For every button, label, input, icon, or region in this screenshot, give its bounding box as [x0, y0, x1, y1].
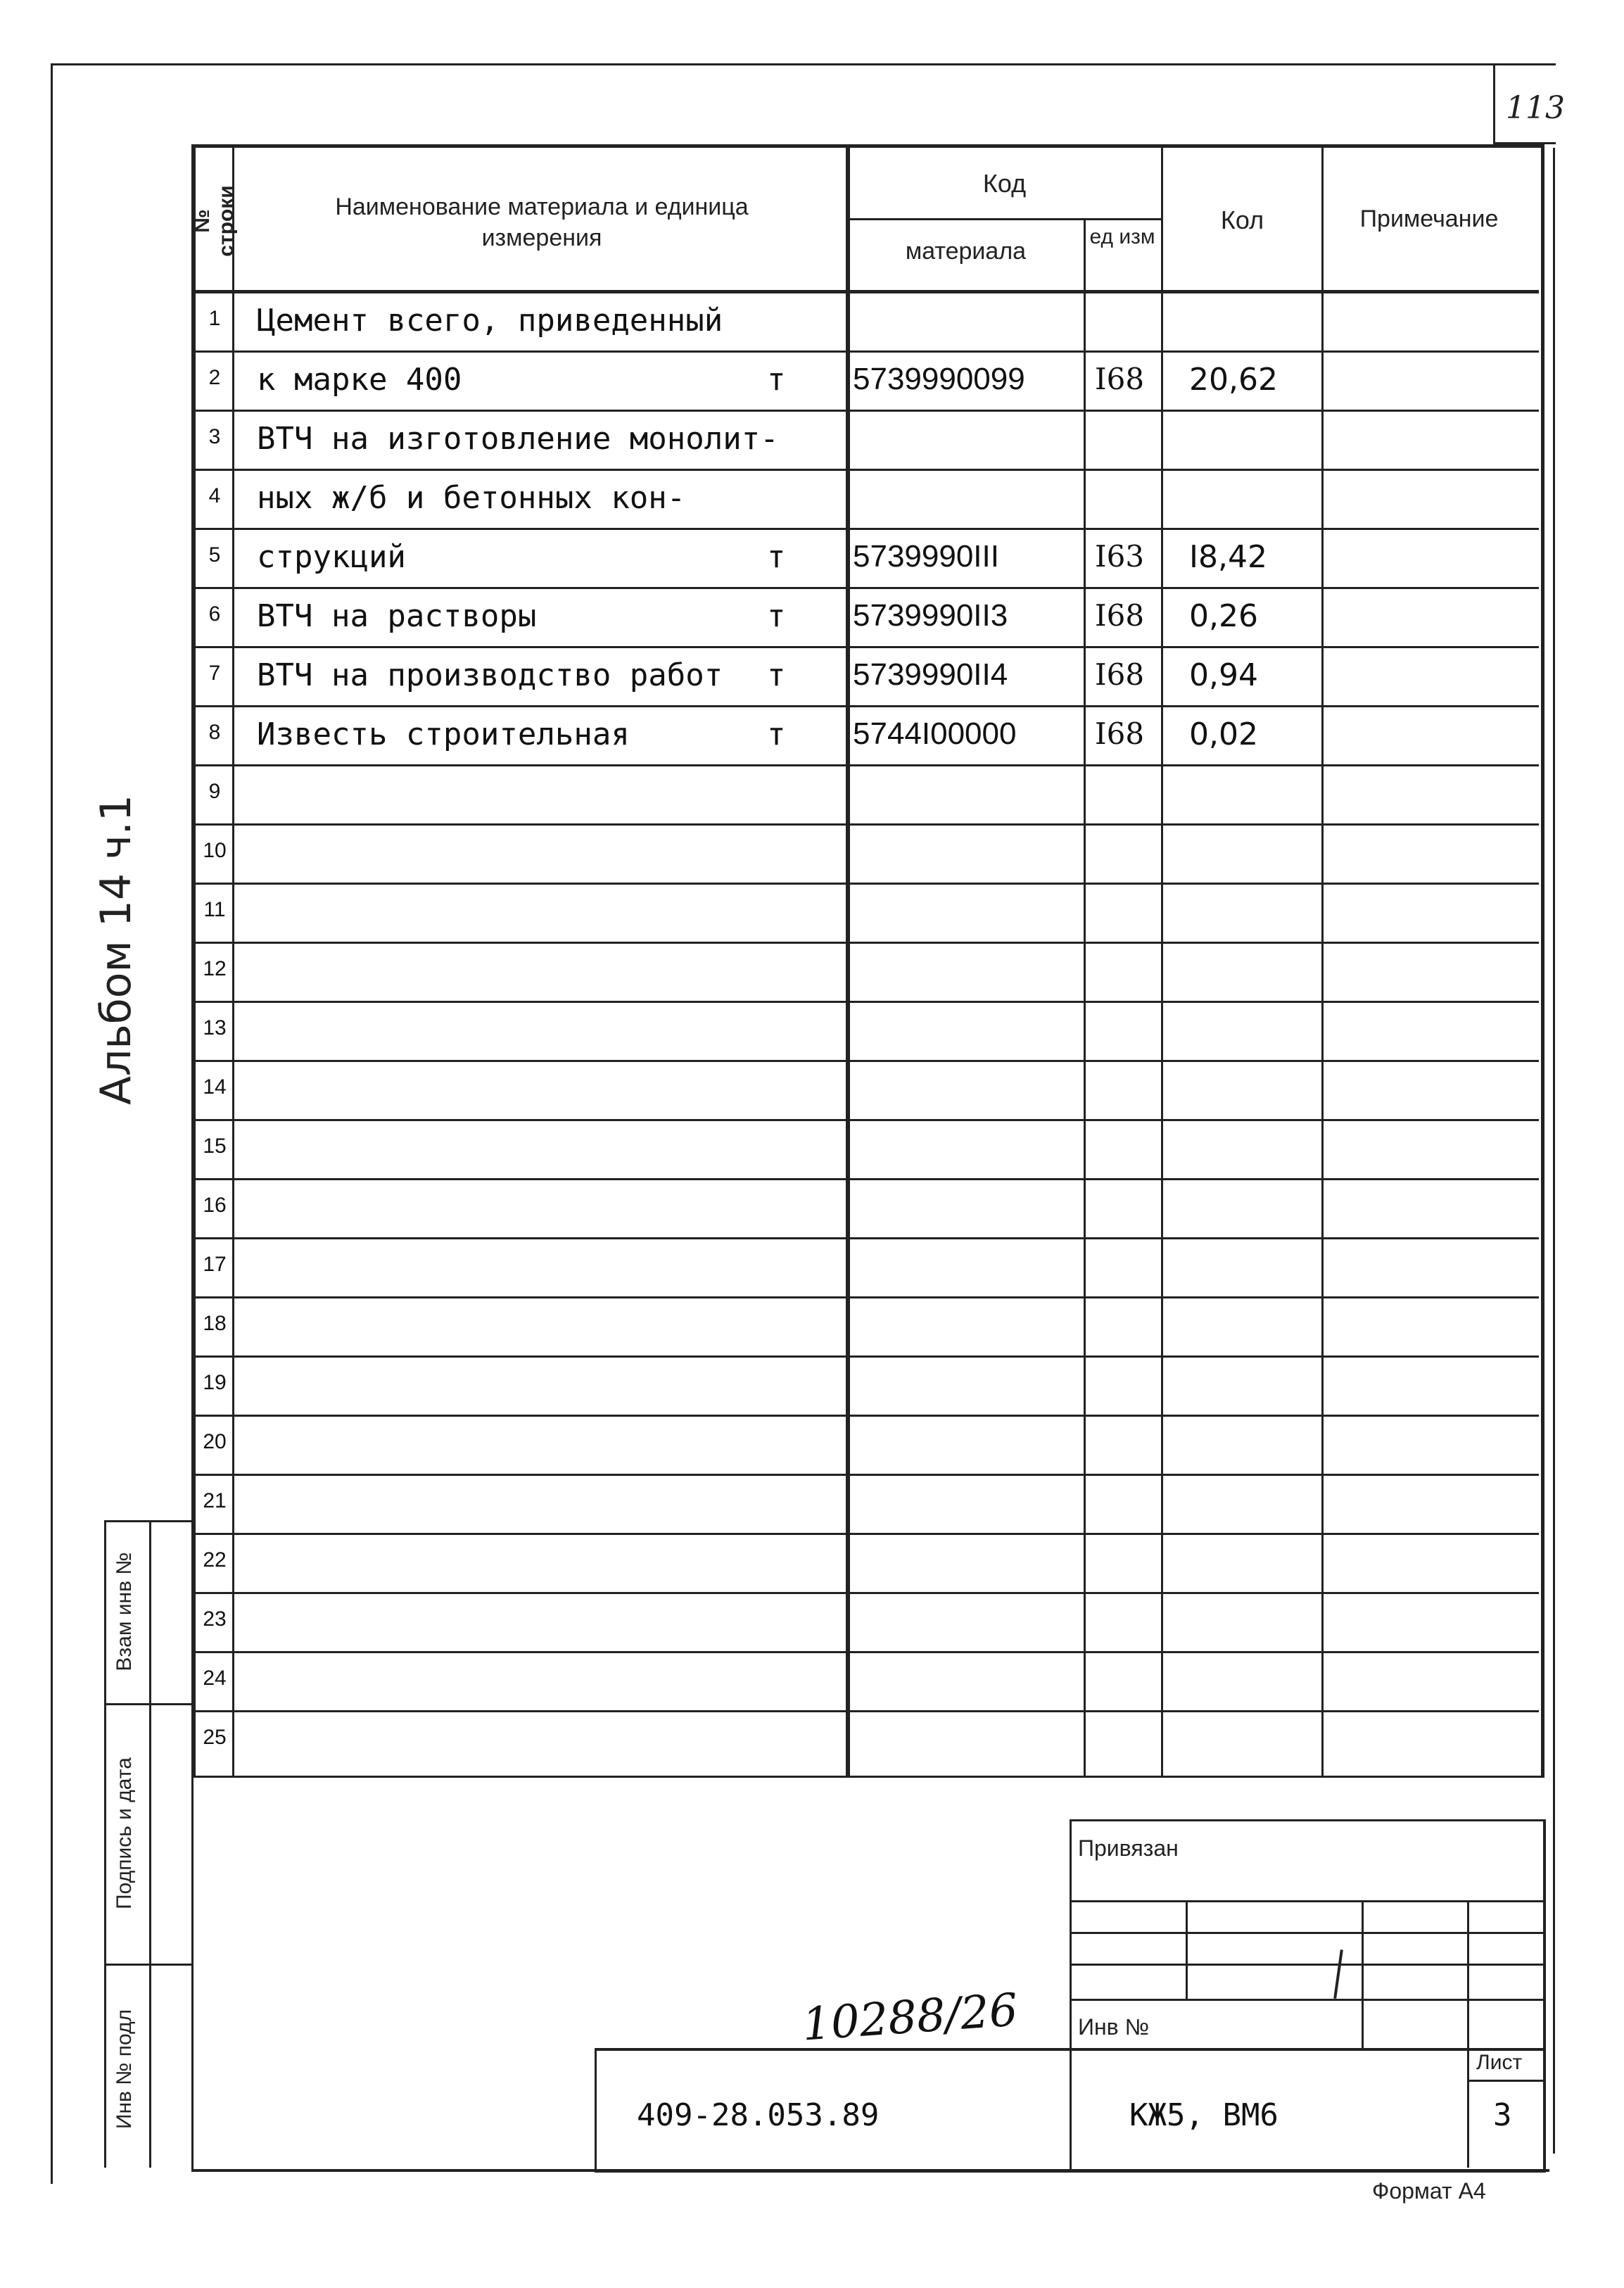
sheet-label: Лист: [1476, 2051, 1523, 2074]
row-divider: [194, 1237, 1539, 1239]
quantity: 0,02: [1189, 716, 1258, 752]
header-note: Примечание: [1359, 206, 1499, 232]
quantity: I8,42: [1189, 539, 1267, 575]
row-divider: [194, 823, 1539, 826]
side-stamp-top-line: [104, 1520, 191, 1522]
vzam-inv-label: Взам инв №: [113, 1552, 136, 1671]
header-sub-line: [846, 218, 1161, 220]
inv-podl-label: Инв № подл: [113, 2009, 136, 2130]
row-divider: [194, 942, 1539, 944]
quantity: 0,26: [1189, 598, 1258, 634]
tb-line-2: [1070, 1932, 1543, 1934]
tb-vline-1: [1186, 1900, 1188, 1999]
row-number: 3: [208, 425, 221, 448]
row-number: 11: [203, 898, 226, 921]
row-divider: [194, 528, 1539, 530]
page-frame-right: [1553, 148, 1555, 2154]
header-code-unit: ед изм: [1089, 225, 1155, 248]
row-divider: [194, 410, 1539, 412]
row-number: 17: [203, 1253, 227, 1276]
row-number: 14: [203, 1075, 227, 1099]
unit-code: I68: [1095, 657, 1145, 692]
row-number: 23: [203, 1607, 227, 1631]
tb-line-4: [1070, 1999, 1543, 2001]
page-number: 113: [1506, 90, 1565, 126]
header-code-group: Код: [982, 169, 1027, 198]
material-name: струкций: [257, 539, 406, 575]
row-divider: [194, 1710, 1539, 1712]
col-line-qty: [1161, 144, 1163, 1776]
tb-vline-2: [1362, 1900, 1364, 2048]
row-number: 15: [203, 1134, 227, 1158]
document-mark: КЖ5, ВМ6: [1129, 2097, 1279, 2133]
material-unit: т: [767, 598, 786, 634]
material-name: Известь строительная: [257, 716, 630, 752]
row-number: 9: [208, 780, 221, 803]
col-line-unit: [1084, 218, 1086, 1776]
quantity: 20,62: [1189, 362, 1278, 398]
inv-no-label: Инв №: [1078, 2014, 1149, 2040]
row-number: 20: [203, 1430, 227, 1453]
material-code: 5744I00000: [853, 716, 1017, 751]
col-line-code: [846, 144, 850, 1776]
row-number: 25: [203, 1726, 227, 1749]
privyazan-label: Привязан: [1078, 1835, 1179, 1861]
row-number: 1: [208, 307, 221, 330]
row-divider: [194, 1355, 1539, 1358]
unit-code: I63: [1095, 539, 1145, 574]
material-unit: т: [767, 362, 786, 398]
material-code: 5739990III: [853, 539, 999, 574]
row-divider: [194, 1474, 1539, 1476]
row-divider: [194, 764, 1539, 766]
header-bottom-line: [194, 290, 1539, 293]
row-divider: [194, 1592, 1539, 1594]
row-divider: [194, 1178, 1539, 1180]
header-row-no: № строки: [191, 185, 238, 257]
material-unit: т: [767, 657, 786, 693]
material-name: ВТЧ на производство работ: [257, 657, 723, 693]
row-number: 16: [203, 1194, 227, 1217]
side-stamp-left-border: [104, 1520, 106, 2168]
row-divider: [194, 350, 1539, 353]
format-label: Формат А4: [1372, 2178, 1486, 2204]
sheet-number: 3: [1493, 2097, 1512, 2133]
material-name: Цемент всего, приведенный: [257, 303, 723, 339]
material-name: к марке 400: [257, 362, 462, 398]
unit-code: I68: [1095, 716, 1145, 751]
col-line-rowno: [232, 144, 234, 1776]
material-code: 5739990II3: [853, 598, 1008, 633]
album-label: Альбом 14 ч.1: [91, 795, 141, 1105]
col-line-note: [1321, 144, 1324, 1776]
row-number: 22: [203, 1548, 227, 1572]
tb-line-3: [1070, 1964, 1543, 1966]
row-divider: [194, 587, 1539, 589]
row-number: 2: [208, 366, 221, 389]
row-number: 24: [203, 1667, 227, 1690]
header-code-material: материала: [905, 238, 1027, 265]
handwritten-number: 10288/26: [800, 1984, 1020, 2052]
row-number: 4: [208, 484, 221, 507]
row-divider: [194, 1001, 1539, 1003]
row-number: 10: [203, 839, 227, 862]
material-name: ВТЧ на растворы: [257, 598, 537, 634]
row-divider: [194, 469, 1539, 471]
material-unit: т: [767, 716, 786, 752]
row-divider: [194, 1296, 1539, 1298]
row-divider: [194, 705, 1539, 707]
row-divider: [194, 1415, 1539, 1417]
unit-code: I68: [1095, 362, 1145, 396]
row-number: 21: [203, 1489, 227, 1512]
tb-sheet-line: [1467, 2080, 1543, 2082]
row-divider: [194, 1060, 1539, 1062]
podpis-data-label: Подпись и дата: [113, 1757, 136, 1909]
tb-line-1: [1070, 1900, 1543, 1902]
material-code: 5739990II4: [853, 657, 1008, 692]
side-stamp-line-2: [104, 1703, 191, 1705]
side-stamp-line-3: [104, 1964, 191, 1966]
material-code: 5739990099: [853, 362, 1025, 396]
document-code: 409-28.053.89: [637, 2097, 880, 2133]
row-number: 7: [208, 662, 221, 685]
row-number: 13: [203, 1016, 227, 1039]
row-divider: [194, 1651, 1539, 1653]
header-name: Наименование материала и единица измерения: [335, 194, 749, 251]
row-divider: [194, 1119, 1539, 1121]
row-number: 18: [203, 1312, 227, 1335]
row-divider: [194, 646, 1539, 648]
row-number: 19: [203, 1371, 227, 1394]
row-number: 8: [208, 721, 221, 744]
material-unit: т: [767, 539, 786, 575]
row-number: 12: [203, 957, 227, 980]
header-qty: Кол: [1220, 206, 1264, 234]
row-divider: [194, 1533, 1539, 1535]
row-divider: [194, 883, 1539, 885]
unit-code: I68: [1095, 598, 1145, 633]
material-name: ВТЧ на изготовление монолит-: [257, 421, 779, 457]
material-name: ных ж/б и бетонных кон-: [257, 480, 686, 516]
row-number: 6: [208, 602, 221, 626]
side-stamp-mid-border: [149, 1520, 151, 2168]
row-number: 5: [208, 543, 221, 567]
quantity: 0,94: [1189, 657, 1258, 693]
